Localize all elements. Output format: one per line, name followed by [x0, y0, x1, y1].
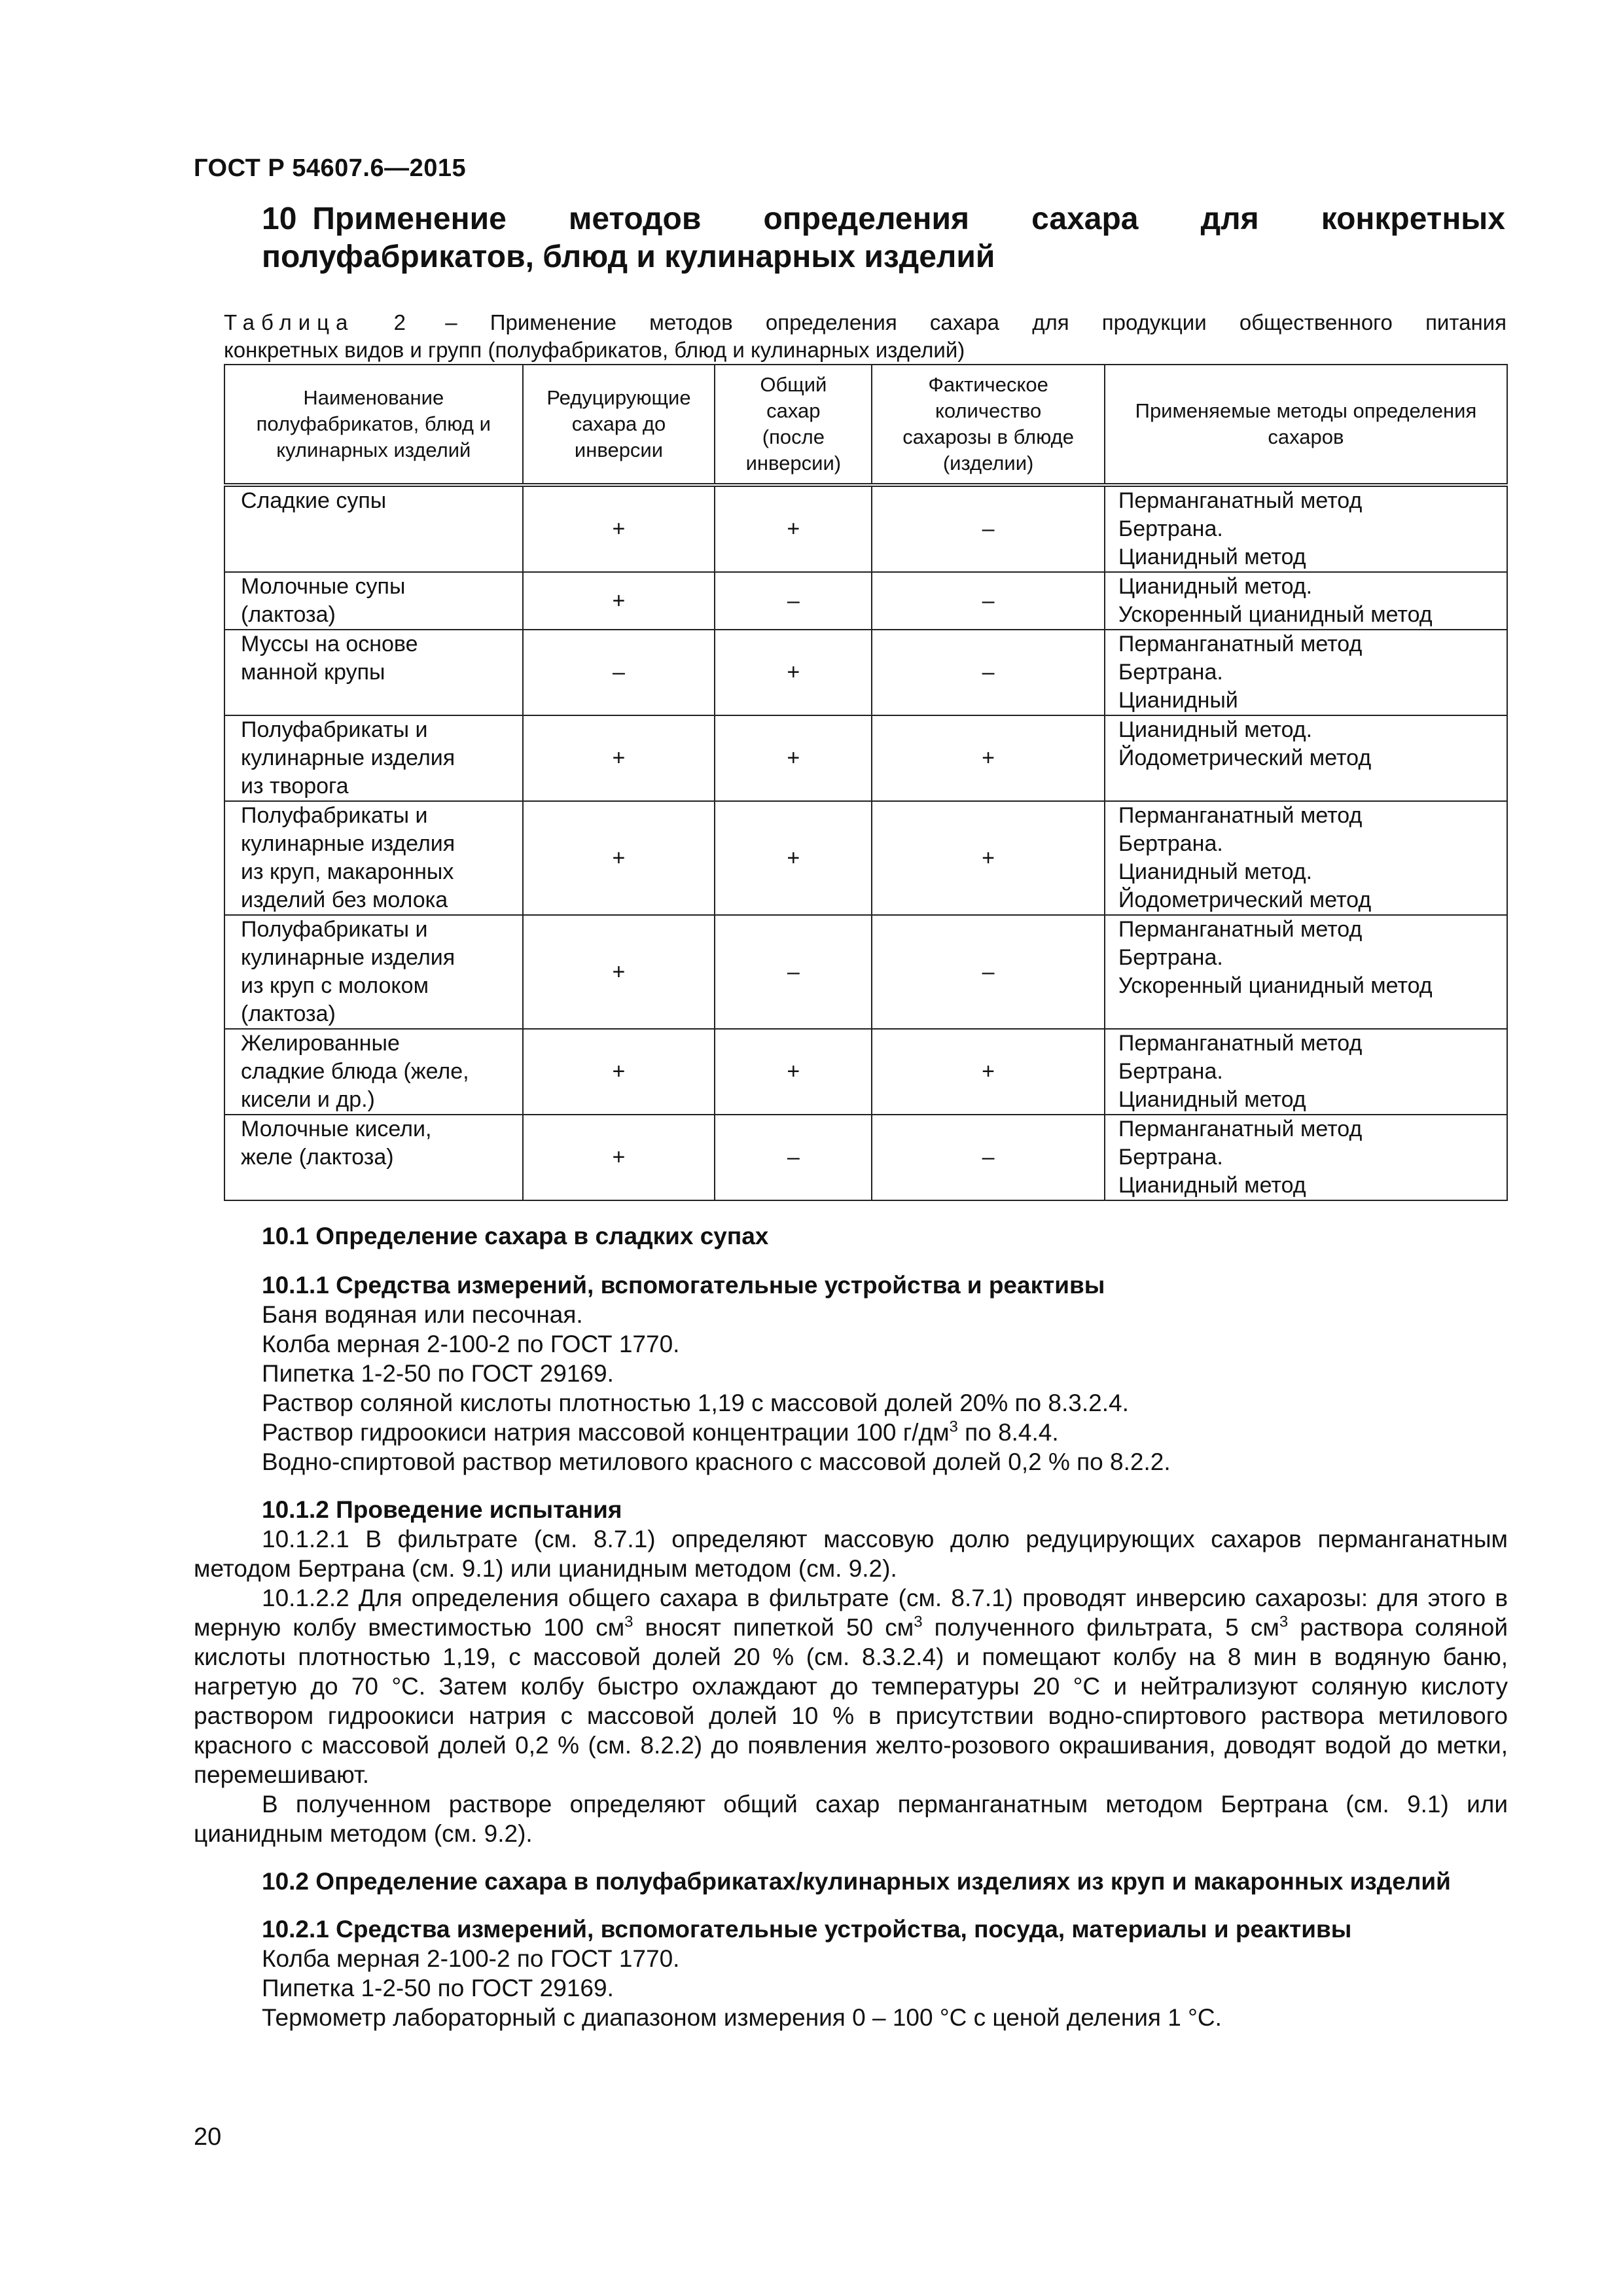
method-line: Перманганатный метод [1118, 1031, 1363, 1056]
table-caption-rest: – Применение методов определения сахара для продукции общественного питания [445, 310, 1507, 334]
cell-methods [1105, 715, 1507, 801]
cell-methods [1105, 572, 1507, 630]
heading-10-2: 10.2 Определение сахара в полуфабрикатах/кулинарных изделиях из круп и макаронных изделий [262, 1868, 1451, 1895]
cell-reducing-sugar: + [523, 1115, 715, 1200]
product-name-line: Желированные [241, 1031, 400, 1056]
cell-reducing-sugar: + [523, 485, 715, 572]
cell-sucrose: + [872, 1029, 1105, 1115]
method-line: Цианидный [1118, 688, 1238, 713]
cell-sucrose: + [872, 715, 1105, 801]
cell-total-sugar: + [715, 715, 872, 801]
table-row [224, 1115, 1507, 1200]
table-caption-lead: Таблица 2 [224, 310, 412, 334]
table-row [224, 572, 1507, 630]
cell-product-name [224, 1029, 523, 1115]
cell-reducing-sugar: + [523, 715, 715, 801]
product-name-line: Молочные супы [241, 574, 406, 599]
table-row [224, 915, 1507, 1029]
cell-methods [1105, 1029, 1507, 1115]
cell-product-name [224, 1115, 523, 1200]
list-item: Баня водяная или песочная. [262, 1301, 583, 1328]
product-name-line: сладкие блюда (желе, [241, 1059, 469, 1084]
cell-reducing-sugar: + [523, 801, 715, 915]
product-name-line: из круп, макаронных [241, 859, 454, 884]
method-line: Ускоренный цианидный метод [1118, 973, 1433, 998]
method-line: Цианидный метод. [1118, 717, 1313, 742]
method-line: Бертрана. [1118, 831, 1223, 856]
list-item: Пипетка 1-2-50 по ГОСТ 29169. [262, 1360, 614, 1387]
product-name-line: кулинарные изделия [241, 831, 455, 856]
cell-reducing-sugar: + [523, 1029, 715, 1115]
method-line: Перманганатный метод [1118, 488, 1363, 513]
heading-10-1-2: 10.1.2 Проведение испытания [262, 1496, 622, 1523]
product-name-line: (лактоза) [241, 1001, 336, 1026]
section-number: 10 [262, 202, 297, 236]
header-cell-methods: Применяемые методы определения сахаров [1105, 365, 1507, 485]
cell-reducing-sugar: – [523, 630, 715, 715]
method-line: Йодометрический метод [1118, 888, 1372, 912]
product-name-line: кисели и др.) [241, 1087, 375, 1112]
cell-total-sugar: + [715, 485, 872, 572]
method-line: Бертрана. [1118, 1145, 1223, 1170]
product-name-line: кулинарные изделия [241, 945, 455, 970]
method-line: Перманганатный метод [1118, 1117, 1363, 1141]
method-line: Бертрана. [1118, 516, 1223, 541]
product-name-line: Молочные кисели, [241, 1117, 432, 1141]
cell-sucrose: – [872, 915, 1105, 1029]
cell-total-sugar: – [715, 1115, 872, 1200]
method-line: Цианидный метод. [1118, 574, 1313, 599]
product-name-line: Сладкие супы [241, 488, 387, 513]
cell-product-name [224, 630, 523, 715]
cell-sucrose: – [872, 630, 1105, 715]
header-cell-sucrose: Фактическое количество сахарозы в блюде (изделии) [872, 365, 1105, 485]
method-line: Цианидный метод [1118, 545, 1306, 569]
list-item: Колба мерная 2-100-2 по ГОСТ 1770. [262, 1945, 680, 1972]
cell-total-sugar: – [715, 915, 872, 1029]
method-line: Перманганатный метод [1118, 917, 1363, 942]
cell-methods [1105, 915, 1507, 1029]
table-caption [224, 309, 1507, 364]
method-line: Бертрана. [1118, 1059, 1223, 1084]
table-row [224, 801, 1507, 915]
method-line: Цианидный метод [1118, 1087, 1306, 1112]
cell-sucrose: – [872, 572, 1105, 630]
cell-reducing-sugar: + [523, 915, 715, 1029]
cell-methods [1105, 1115, 1507, 1200]
product-name-line: из круп с молоком [241, 973, 429, 998]
method-line: Ускоренный цианидный метод [1118, 602, 1433, 627]
table-row [224, 1029, 1507, 1115]
cell-methods [1105, 801, 1507, 915]
product-name-line: манной крупы [241, 660, 385, 685]
cell-sucrose: – [872, 485, 1105, 572]
heading-10-1: 10.1 Определение сахара в сладких супах [262, 1223, 769, 1249]
paragraph-10-1-2-2: 10.1.2.2 Для определения общего сахара в фильтрате (см. 8.7.1) проводят инверсию сахарозы: для этого в мерную колбу вместимостью 100 $см^3$ вносят пипеткой 50 $см^3$ полученного фильтрата, 5 $см^3$ раствора соляной кислоты плотностью 1,19, с массовой долей 20 % (см. 8.3.2.4) и помещают колбу на 8 мин в водяную баню, нагретую до 70 °С. Затем колбу быстро охлаждают до температуры 20 °С и нейтрализуют соляную кислоту раствором гидроокиси натрия с массовой долей 10 % в присутствии водно-спиртового раствора метилового красного с массовой долей 0,2 % (см. 8.2.2) до появления желто-розового окрашивания, доводят водой до метки, перемешивают. [194, 1585, 1508, 1788]
product-name-line: Полуфабрикаты и [241, 917, 428, 942]
cell-sucrose: – [872, 1115, 1105, 1200]
heading-10-1-1: 10.1.1 Средства измерений, вспомогательные устройства и реактивы [262, 1272, 1105, 1299]
list-item: Водно-спиртовой раствор метилового красного с массовой долей 0,2 % по 8.2.2. [262, 1448, 1171, 1475]
product-name-line: (лактоза) [241, 602, 336, 627]
table-caption-line2: конкретных видов и групп (полуфабрикатов, блюд и кулинарных изделий) [224, 338, 965, 362]
method-line: Цианидный метод. [1118, 859, 1313, 884]
product-name-line: кулинарные изделия [241, 745, 455, 770]
paragraph-10-1-2-3: В полученном растворе определяют общий сахар перманганатным методом Бертрана (см. 9.1) или цианидным методом (см. 9.2). [194, 1791, 1508, 1847]
cell-total-sugar: + [715, 630, 872, 715]
paragraph-10-1-2-1: 10.1.2.1 В фильтрате (см. 8.7.1) определяют массовую долю редуцирующих сахаров перманганатным методом Бертрана (см. 9.1) или цианидным методом (см. 9.2). [194, 1526, 1508, 1582]
sugar-methods-table [224, 364, 1508, 1201]
cell-reducing-sugar: + [523, 572, 715, 630]
section-title-text: Применение методов определения сахара для конкретных полуфабрикатов, блюд и кулинарных изделий [262, 202, 1505, 274]
header-cell-total: Общий сахар (после инверсии) [715, 365, 872, 485]
table-row [224, 485, 1507, 572]
header-cell-name: Наименование полуфабрикатов, блюд и кулинарных изделий [224, 365, 523, 485]
cell-methods [1105, 630, 1507, 715]
cell-product-name [224, 572, 523, 630]
method-line: Бертрана. [1118, 945, 1223, 970]
method-line: Йодометрический метод [1118, 745, 1372, 770]
cell-total-sugar: + [715, 1029, 872, 1115]
header-cell-reducing: Редуцирующие сахара до инверсии [523, 365, 715, 485]
list-item: Раствор соляной кислоты плотностью 1,19 с массовой долей 20% по 8.3.2.4. [262, 1390, 1129, 1416]
list-item: Раствор гидроокиси натрия массовой концентрации 100 $г/дм^3$ по 8.4.4. [262, 1418, 1059, 1446]
method-line: Перманганатный метод [1118, 803, 1363, 828]
table-header-row [224, 365, 1507, 485]
product-name-line: Муссы на основе [241, 632, 418, 656]
method-line: Бертрана. [1118, 660, 1223, 685]
cell-product-name [224, 915, 523, 1029]
list-item: Пипетка 1-2-50 по ГОСТ 29169. [262, 1975, 614, 2001]
cell-product-name [224, 485, 523, 572]
cell-total-sugar: – [715, 572, 872, 630]
page-number: 20 [194, 2123, 222, 2151]
heading-10-2-1: 10.2.1 Средства измерений, вспомогательные устройства, посуда, материалы и реактивы [262, 1916, 1352, 1943]
list-item: Термометр лабораторный с диапазоном измерения 0 – 100 °С с ценой деления 1 °С. [262, 2004, 1222, 2031]
product-name-line: из творога [241, 774, 349, 798]
cell-total-sugar: + [715, 801, 872, 915]
product-name-line: желе (лактоза) [241, 1145, 394, 1170]
table-row [224, 630, 1507, 715]
cell-product-name [224, 801, 523, 915]
table-row [224, 715, 1507, 801]
product-name-line: Полуфабрикаты и [241, 717, 428, 742]
method-line: Перманганатный метод [1118, 632, 1363, 656]
cell-sucrose: + [872, 801, 1105, 915]
product-name-line: изделий без молока [241, 888, 448, 912]
cell-methods [1105, 485, 1507, 572]
standard-header: ГОСТ Р 54607.6—2015 [194, 154, 467, 182]
product-name-line: Полуфабрикаты и [241, 803, 428, 828]
cell-product-name [224, 715, 523, 801]
body-text [194, 1221, 1508, 2032]
method-line: Цианидный метод [1118, 1173, 1306, 1198]
list-item: Колба мерная 2-100-2 по ГОСТ 1770. [262, 1331, 680, 1357]
section-title [262, 200, 1505, 276]
